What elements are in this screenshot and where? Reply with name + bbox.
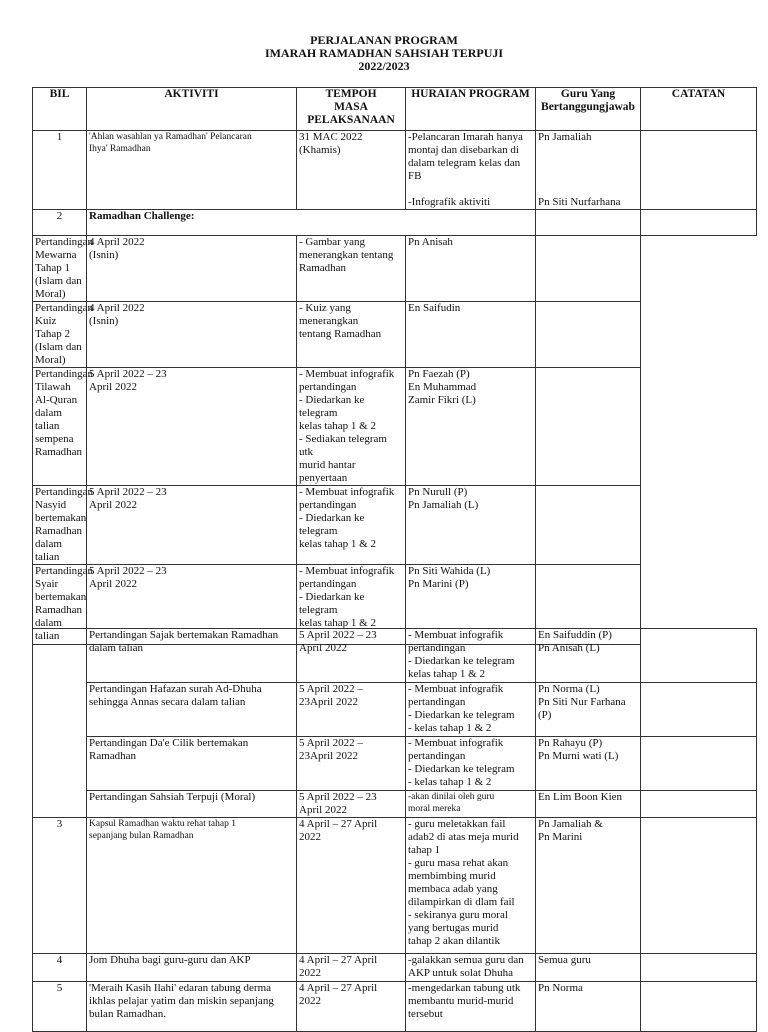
cell-huraian: - Membuat infografik pertandingan - Diedarkan ke telegram kelas tahap 1 & 2 [406,629,536,683]
cell-aktiviti: Pertandingan Kuiz Tahap 2 (Islam dan Moral) [33,302,87,368]
cell-guru: Semua guru [536,954,641,982]
cell-tempoh: 5 April 2022 – 23 April 2022 [87,486,297,565]
cell-aktiviti: Pertandingan Syair bertemakan Ramadhan dalam talian [33,565,87,645]
table-row [33,368,757,486]
cell-tempoh: 31 MAC 2022 (Khamis) [297,131,406,210]
table-header-row [33,88,757,131]
cell-guru: Pn Norma (L) Pn Siti Nur Farhana (P) [536,683,641,737]
section-heading: Ramadhan Challenge: [87,210,536,236]
table-row [33,131,757,210]
cell-huraian: - guru meletakkan fail adab2 di atas meja murid tahap 1 - guru masa rehat akan membimbing murid membaca adab yang dilampirkan di dlam fail - sekiranya guru moral yang bertugas murid tahap 2 akan dilantik [406,818,536,954]
cell-guru [536,210,641,236]
cell-aktiviti: Pertandingan Sajak bertemakan Ramadhan dalam talian [87,629,297,683]
cell-guru: Pn Siti Wahida (L) Pn Marini (P) [406,565,536,645]
cell-huraian: -akan dinilai oleh guru moral mereka [406,791,536,818]
cell-bil [33,629,87,818]
cell-aktiviti: Kapsul Ramadhan waktu rehat tahap 1 sepanjang bulan Ramadhan [87,818,297,954]
table-row [33,954,757,982]
cell-tempoh: 4 April – 27 April 2022 [297,954,406,982]
header-tempoh: TEMPOH MASA PELAKSANAAN [297,88,406,131]
cell-catatan [536,236,641,302]
header-huraian: HURAIAN PROGRAM [406,88,536,131]
cell-huraian: - Membuat infografik pertandingan - Diedarkan ke telegram - kelas tahap 1 & 2 [406,683,536,737]
program-table-page1 [32,87,757,645]
cell-tempoh: 5 April 2022 – 23April 2022 [297,737,406,791]
cell-catatan [641,629,757,683]
cell-guru: Pn Anisah [406,236,536,302]
cell-bil: 2 [33,210,87,236]
cell-aktiviti: Pertandingan Hafazan surah Ad-Dhuha sehingga Annas secara dalam talian [87,683,297,737]
header-aktiviti: AKTIVITI [87,88,297,131]
cell-guru: Pn Faezah (P) En Muhammad Zamir Fikri (L) [406,368,536,486]
cell-catatan [641,737,757,791]
cell-huraian: -galakkan semua guru dan AKP untuk solat Dhuha [406,954,536,982]
table-row [33,236,757,302]
table-row [33,737,757,791]
cell-guru: Pn Rahayu (P) Pn Murni wati (L) [536,737,641,791]
doc-title-3: 2022/2023 [358,59,410,73]
cell-catatan [536,368,641,486]
cell-catatan [641,683,757,737]
cell-tempoh: 4 April – 27 April 2022 [297,818,406,954]
cell-bil: 4 [33,954,87,982]
cell-tempoh: 5 April 2022 – 23 April 2022 [87,565,297,645]
doc-title-1: PERJALANAN PROGRAM [310,33,458,47]
cell-huraian: - Membuat infografik pertandingan - Diedarkan ke telegram kelas tahap 1 & 2 - Sediakan telegram utk murid hantar penyertaan [297,368,406,486]
cell-guru: En Saifudin [406,302,536,368]
cell-bil: 1 [33,131,87,210]
table-row [33,818,757,954]
cell-aktiviti: Pertandingan Mewarna Tahap 1 (Islam dan Moral) [33,236,87,302]
cell-tempoh: 5 April 2022 – 23 April 2022 [297,791,406,818]
table-row [33,791,757,818]
table-row [33,629,757,683]
cell-huraian: - Membuat infografik pertandingan - Diedarkan ke telegram - kelas tahap 1 & 2 [406,737,536,791]
header-bil: BIL [33,88,87,131]
cell-tempoh: 5 April 2022 – 23 April 2022 [297,629,406,683]
cell-aktiviti: Jom Dhuha bagi guru-guru dan AKP [87,954,297,982]
cell-catatan [641,131,757,210]
cell-guru: En Saifuddin (P) Pn Anisah (L) [536,629,641,683]
cell-catatan [536,302,641,368]
header-catatan: CATATAN [641,88,757,131]
cell-guru: Pn Jamaliah Pn Siti Nurfarhana [536,131,641,210]
cell-huraian: - Membuat infografik pertandingan - Diedarkan ke telegram kelas tahap 1 & 2 [297,486,406,565]
cell-catatan [641,954,757,982]
cell-guru: En Lim Boon Kien [536,791,641,818]
cell-huraian: - Membuat infografik pertandingan - Diedarkan ke telegram kelas tahap 1 & 2 [297,565,406,645]
table-row [33,486,757,565]
doc-title-2: IMARAH RAMADHAN SAHSIAH TERPUJI [264,46,504,60]
cell-tempoh: 4 April 2022 (Isnin) [87,236,297,302]
cell-tempoh: 5 April 2022 – 23April 2022 [297,683,406,737]
cell-aktiviti: 'Meraih Kasih Ilahi' edaran tabung derma ikhlas pelajar yatim dan miskin sepanjang bulan Ramadhan. [87,982,297,1032]
cell-aktiviti: Pertandingan Nasyid bertemakan Ramadhan dalam talian [33,486,87,565]
cell-tempoh: 4 April – 27 April 2022 [297,982,406,1032]
cell-huraian: -Pelancaran Imarah hanya montaj dan disebarkan di dalam telegram kelas dan FB -Infografik aktiviti [406,131,536,210]
cell-bil: 3 [33,818,87,954]
cell-huraian: -mengedarkan tabung utk membantu murid-murid tersebut [406,982,536,1032]
cell-aktiviti: Pertandingan Da'e Cilik bertemakan Ramadhan [87,737,297,791]
cell-bil: 5 [33,982,87,1032]
cell-aktiviti: Pertandingan Tilawah Al-Quran dalam talian sempena Ramadhan [33,368,87,486]
cell-catatan [641,818,757,954]
table-row [33,982,757,1032]
table-row [33,302,757,368]
cell-tempoh: 4 April 2022 (Isnin) [87,302,297,368]
cell-aktiviti: Pertandingan Sahsiah Terpuji (Moral) [87,791,297,818]
cell-aktiviti: 'Ahlan wasahlan ya Ramadhan' Pelancaran Ihya' Ramadhan [87,131,297,210]
table-row [33,683,757,737]
cell-guru: Pn Jamaliah & Pn Marini [536,818,641,954]
cell-catatan [641,210,757,236]
cell-guru: Pn Norma [536,982,641,1032]
cell-huraian: - Kuiz yang menerangkan tentang Ramadhan [297,302,406,368]
cell-catatan [536,486,641,565]
cell-guru: Pn Nurull (P) Pn Jamaliah (L) [406,486,536,565]
cell-catatan [641,982,757,1032]
program-table-page2 [32,628,757,1032]
cell-huraian: - Gambar yang menerangkan tentang Ramadhan [297,236,406,302]
header-guru: Guru Yang Bertanggungjawab [536,88,641,131]
cell-catatan [641,791,757,818]
cell-tempoh: 5 April 2022 – 23 April 2022 [87,368,297,486]
table-row-section [33,210,757,236]
